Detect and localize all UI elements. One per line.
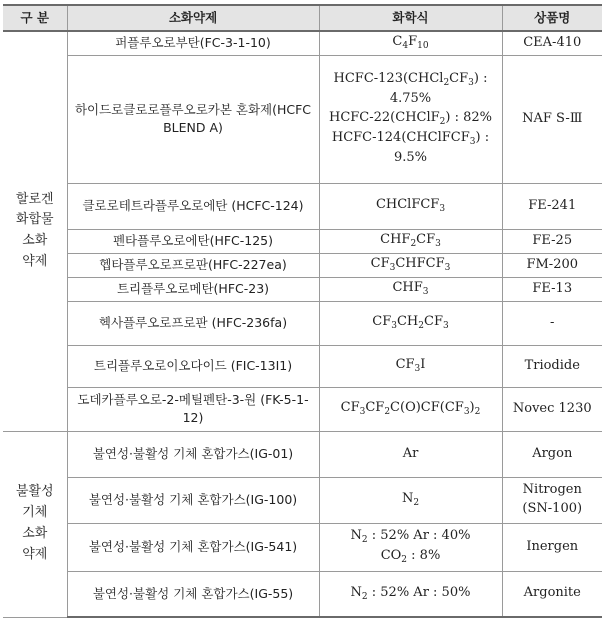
product-name-cell: -	[502, 301, 602, 345]
fire-extinguishing-agents-table	[3, 4, 602, 618]
formula-subscript: 2	[418, 320, 425, 331]
agent-name-cell: 하이드로클로로플루오로카본 혼화제(HCFC BLEND A)	[67, 55, 319, 183]
agent-name-cell: 펜타플루오로에탄(HFC-125)	[67, 229, 319, 253]
formula-text: : 52% Ar : 40%	[367, 527, 471, 543]
formula-line	[324, 129, 498, 149]
formula-line	[324, 109, 498, 129]
formula-subscript: 2	[384, 406, 391, 417]
formula-cell	[319, 229, 502, 253]
category-label-line: 소화	[22, 233, 48, 249]
formula-line	[324, 445, 498, 464]
formula-line	[324, 527, 498, 547]
formula-line	[324, 356, 498, 376]
formula-text: CHFCF	[395, 255, 445, 271]
product-name-cell: FE-241	[502, 183, 602, 229]
formula-line	[324, 547, 498, 567]
category-label-line: 소화	[22, 526, 48, 541]
formula-line	[324, 490, 498, 510]
formula-line	[324, 255, 498, 275]
product-name-cell: Nitrogen (SN-100)	[502, 477, 602, 523]
formula-subscript: 3	[391, 320, 397, 331]
formula-subscript: 3	[414, 363, 421, 374]
formula-text: CH	[396, 313, 419, 329]
formula-text: : 52% Ar : 50%	[367, 584, 471, 600]
product-name-cell: Argon	[502, 431, 602, 477]
formula-cell	[319, 571, 502, 617]
formula-subscript: 2	[443, 78, 450, 89]
header-agent: 소화약제	[67, 5, 319, 31]
product-name-cell: Novec 1230	[502, 387, 602, 431]
formula-text: CHClFCF	[375, 196, 440, 212]
formula-line	[324, 149, 498, 168]
table-row	[3, 183, 602, 229]
formula-line	[324, 399, 498, 419]
formula-line	[324, 231, 498, 251]
formula-subscript: 4	[402, 41, 409, 52]
formula-cell	[319, 523, 502, 571]
formula-subscript: 2	[413, 497, 420, 508]
agent-name-cell: 불연성·불활성 기체 혼합가스(IG-01)	[67, 431, 319, 477]
formula-subscript: 3	[469, 137, 476, 148]
formula-line	[324, 33, 498, 53]
header-category: 구 분	[3, 5, 67, 31]
formula-subscript: 3	[463, 406, 470, 417]
category-label-line: 약제	[22, 546, 48, 562]
formula-cell	[319, 183, 502, 229]
agent-name-cell: 퍼플루오로부탄(FC-3-1-10)	[67, 31, 319, 55]
formula-cell	[319, 253, 502, 277]
agent-name-cell: 불연성·불활성 기체 혼합가스(IG-541)	[67, 523, 319, 571]
formula-subscript: 3	[444, 262, 451, 273]
agent-name-cell: 도데카플루오로-2-메틸펜탄-3-원 (FK-5-1-12)	[67, 387, 319, 431]
formula-text: 4.75%	[389, 91, 432, 107]
formula-text: CF	[340, 399, 360, 415]
agent-name-cell: 불연성·불활성 기체 혼합가스(IG-55)	[67, 571, 319, 617]
formula-subscript: 2	[474, 406, 481, 417]
formula-text: CF	[370, 255, 390, 271]
agent-name-cell: 불연성·불활성 기체 혼합가스(IG-100)	[67, 477, 319, 523]
product-name-cell: Triodide	[502, 345, 602, 387]
formula-text: )	[469, 399, 475, 415]
category-label-line: 기체	[22, 505, 48, 521]
table-row	[3, 387, 602, 431]
table-row	[3, 571, 602, 617]
table-row	[3, 253, 602, 277]
table-row	[3, 301, 602, 345]
formula-text: N	[350, 527, 362, 543]
formula-text: ) :	[475, 130, 490, 146]
header-row	[3, 5, 602, 31]
agent-name-cell: 클로로테트라플루오로에탄 (HCFC-124)	[67, 183, 319, 229]
agent-name-cell: 헵타플루오로프로판(HFC-227ea)	[67, 253, 319, 277]
formula-subscript: 3	[359, 406, 366, 417]
formula-cell	[319, 477, 502, 523]
formula-line	[324, 313, 498, 333]
product-name-cell: Inergen	[502, 523, 602, 571]
formula-cell	[319, 31, 502, 55]
product-name-cell: FE-13	[502, 277, 602, 301]
product-name-cell: Argonite	[502, 571, 602, 617]
product-name-cell: FM-200	[502, 253, 602, 277]
formula-subscript: 3	[439, 203, 446, 214]
formula-subscript: 3	[468, 78, 474, 89]
agent-name-cell: 헥사플루오로프로판 (HFC-236fa)	[67, 301, 319, 345]
formula-text: HCFC-124(CHClFCF	[331, 130, 470, 146]
category-label-line: 약제	[22, 254, 48, 270]
table-row	[3, 277, 602, 301]
agent-name-cell: 트리플루오로메탄(HFC-23)	[67, 277, 319, 301]
formula-text: Ar	[402, 445, 419, 461]
table-row	[3, 345, 602, 387]
formula-subscript: 3	[389, 262, 396, 273]
formula-cell	[319, 387, 502, 431]
formula-subscript: 3	[442, 320, 449, 331]
product-name-cell: FE-25	[502, 229, 602, 253]
formula-cell	[319, 345, 502, 387]
formula-subscript: 2	[439, 116, 446, 127]
formula-line	[324, 584, 498, 604]
formula-subscript: 3	[422, 286, 429, 297]
table-row	[3, 477, 602, 523]
formula-text: C	[392, 34, 403, 50]
table-row	[3, 55, 602, 183]
formula-text: CF	[372, 313, 392, 329]
formula-text: ) :	[473, 71, 488, 87]
formula-subscript: 2	[410, 238, 417, 249]
formula-subscript: 2	[401, 555, 408, 565]
header-formula: 화학식	[319, 5, 502, 31]
formula-text: CF	[365, 399, 385, 415]
formula-cell	[319, 55, 502, 183]
formula-text: CHF	[380, 231, 411, 247]
formula-line	[324, 279, 498, 299]
formula-text: 9.5%	[393, 150, 428, 166]
agent-name-cell: 트리플루오로이오다이드 (FIC-13I1)	[67, 345, 319, 387]
formula-text: CF	[424, 313, 443, 329]
formula-text: CF	[449, 71, 469, 87]
table-row	[3, 431, 602, 477]
formula-text: CF	[416, 231, 436, 247]
product-name-cell: NAF S-Ⅲ	[502, 55, 602, 183]
formula-text: I	[420, 356, 426, 372]
formula-text: C(O)CF(CF	[390, 399, 464, 415]
table-row	[3, 31, 602, 55]
formula-line	[324, 196, 498, 216]
formula-cell	[319, 277, 502, 301]
product-name-cell: CEA-410	[502, 31, 602, 55]
formula-cell	[319, 301, 502, 345]
category-label-line: 불활성	[15, 484, 54, 500]
formula-text: F	[408, 34, 418, 50]
table-row	[3, 229, 602, 253]
category-label-line: 할로겐	[15, 191, 54, 207]
formula-subscript: 2	[361, 534, 368, 545]
formula-text: HCFC-22(CHClF	[328, 109, 440, 125]
formula-text: CO	[380, 548, 402, 563]
header-product: 상품명	[502, 5, 602, 31]
formula-line	[324, 70, 498, 90]
formula-text: ) : 82%	[445, 109, 493, 125]
formula-subscript: 10	[417, 41, 429, 52]
formula-text: CF	[395, 356, 415, 372]
formula-subscript: 2	[361, 591, 368, 602]
formula-line	[324, 90, 498, 109]
formula-text: CHF	[392, 279, 423, 295]
formula-text: N	[401, 490, 414, 506]
formula-subscript: 3	[435, 238, 441, 249]
category-inert-gas	[3, 431, 67, 617]
formula-text: HCFC-123(CHCl	[333, 71, 444, 87]
formula-text: N	[350, 584, 362, 600]
table-row	[3, 523, 602, 571]
formula-cell	[319, 431, 502, 477]
formula-text: : 8%	[407, 548, 441, 563]
category-label-line: 화합물	[15, 212, 54, 228]
category-halogen-compound	[3, 31, 67, 431]
